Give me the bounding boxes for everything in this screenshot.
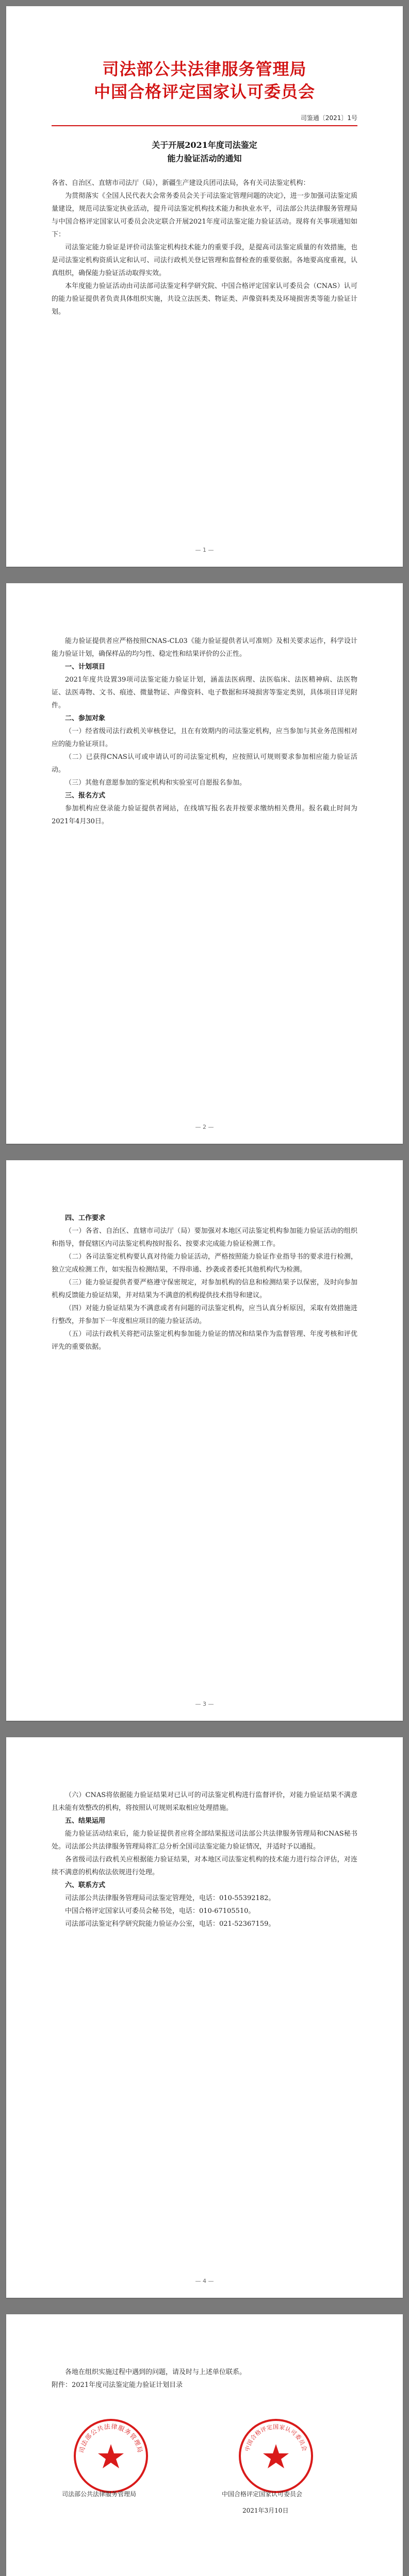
body-paragraph: 为贯彻落实《全国人民代表大会常务委员会关于司法鉴定管理问题的决定》，进一步加强司法鉴定质量建设，规范司法鉴定执业活动，提升司法鉴定机构技术能力和执业水平，司法部公共法律服务管理局与中国合格评定国家认可委员会决定联合开展2021年度司法鉴定能力验证活动。现将有关事项通知如下： [52,192,357,239]
body-paragraph: （二）各司法鉴定机构要认真对待能力验证活动，严格按照能力验证作业指导书的要求进行检测，独立完成检测工作，如实报告检测结果，不得串通、抄袭或者委托其他机构代为检测。 [52,1253,357,1274]
section-heading: 四、工作要求 [65,1214,106,1222]
section-heading: 一、计划项目 [65,663,106,671]
body-paragraph: （六）CNAS将依据能力验证结果对已认可的司法鉴定机构进行监督评价，对能力验证结果不满意且未能有效整改的机构，将按照认可规则采取相应处理措施。 [52,1791,357,1812]
page-5 [6,2314,403,2576]
body-paragraph: （一）经省级司法行政机关审核登记，且在有效期内的司法鉴定机构，应当参加与其业务范围相对应的能力验证项目。 [52,727,357,748]
title-line-1: 关于开展2021年度司法鉴定 [152,140,257,150]
document-header [52,58,357,103]
header-line-2: 中国合格评定国家认可委员会 [93,82,315,101]
body-paragraph: 各省、自治区、直辖市司法厅（局），新疆生产建设兵团司法局，各有关司法鉴定机构： [52,179,310,187]
page-body [52,2366,357,2392]
page-number: — 4 — [195,2278,214,2284]
section-heading: 五、结果运用 [65,1817,106,1825]
left-official-seal [72,2417,150,2495]
body-paragraph: （二）已获得CNAS认可或申请认可的司法鉴定机构，应按照认可规则要求参加相应能力验证活动。 [52,753,357,774]
right-official-seal [237,2417,315,2495]
section-heading: 六、联系方式 [65,1882,106,1889]
body-paragraph: 司法鉴定能力验证是评价司法鉴定机构技术能力的重要手段，是提高司法鉴定质量的有效措施，也是司法鉴定机构资质认定和认可、司法行政机关登记管理和监督检查的重要依据。各地要高度重视，认真组织，确保能力验证活动取得实效。 [52,244,357,277]
body-paragraph: 2021年度共设置39项司法鉴定能力验证计划，涵盖法医病理、法医临床、法医精神病、法医物证、法医毒物、文书、痕迹、微量物证、声像资料、电子数据和环境损害等鉴定类别，具体项目详见附件。 [52,676,357,709]
body-paragraph: 参加机构应登录能力验证提供者网站，在线填写报名表并按要求缴纳相关费用。报名截止时间为2021年4月30日。 [52,805,357,825]
page-1 [6,6,403,567]
body-paragraph: 附件：2021年度司法鉴定能力验证计划目录 [52,2381,183,2389]
page-4 [6,1737,403,2298]
body-paragraph: （三）能力验证提供者要严格遵守保密规定，对参加机构的信息和检测结果予以保密，及时向参加机构反馈能力验证结果，并对结果为不满意的机构提供技术指导和建议。 [52,1279,357,1299]
left-seal-star-icon [98,2444,124,2468]
body-paragraph: （三）其他有意愿参加的鉴定机构和实验室可自愿报名参加。 [65,779,247,787]
page-number: — 2 — [195,1124,214,1130]
page-body [52,635,357,828]
body-paragraph: （一）各省、自治区、直辖市司法厅（局）要加强对本地区司法鉴定机构参加能力验证活动的组织和指导，督促辖区内司法鉴定机构按时报名、按要求完成能力验证检测工作。 [52,1227,357,1248]
signature-right-org: 中国合格评定国家认可委员会 [222,2490,303,2498]
body-paragraph: 能力验证提供者应严格按照CNAS-CL03《能力验证提供者认可准则》及相关要求运作，科学设计能力验证计划，确保样品的均匀性、稳定性和结果评价的公正性。 [52,637,357,658]
header-line-1: 司法部公共法律服务管理局 [102,59,307,79]
page-number: — 3 — [195,1701,214,1707]
body-paragraph: 本年度能力验证活动由司法部司法鉴定科学研究院、中国合格评定国家认可委员会（CNAS）认可的能力验证提供者负责具体组织实施，共设立法医类、物证类、声像资料类及环境损害类等能力验证计划。 [52,282,357,316]
signature-left-org: 司法部公共法律服务管理局 [62,2490,137,2498]
body-paragraph: （五）司法行政机关将把司法鉴定机构参加能力验证的情况和结果作为监督管理、年度考核和评优评先的重要依据。 [52,1330,357,1351]
page-body [52,1212,357,1353]
right-seal-text: 中国合格评定国家认可委员会 [243,2424,308,2452]
title-line-2: 能力验证活动的通知 [167,154,242,163]
body-paragraph: 司法部公共法律服务管理局司法鉴定管理处，电话：010-55392182。 [65,1894,275,1902]
page-3 [6,1160,403,1721]
section-heading: 三、报名方式 [65,792,106,800]
right-seal-star-icon [263,2444,289,2468]
body-paragraph: 各地在组织实施过程中遇到的问题，请及时与上述单位联系。 [65,2368,247,2376]
section-heading: 二、参加对象 [65,715,106,722]
body-paragraph: 能力验证活动结束后，能力验证提供者应将全部结果报送司法部公共法律服务管理局和CNAS秘书处。司法部公共法律服务管理局将汇总分析全国司法鉴定能力验证情况，并适时予以通报。 [52,1830,357,1851]
left-seal-text: 司法部公共法律服务管理局 [78,2422,144,2454]
document-title [52,139,357,165]
page-body [52,177,357,318]
page-number: — 1 — [195,547,214,553]
signature-date: 2021年3月10日 [242,2507,289,2514]
body-paragraph: 各省级司法行政机关应根据能力验证结果，对本地区司法鉴定机构的技术能力进行综合评估，对连续不满意的机构依法依规进行处理。 [52,1856,357,1876]
page-2 [6,583,403,1144]
document-number: 司鉴通〔2021〕1号 [300,114,357,122]
body-paragraph: 司法部司法鉴定科学研究院能力验证办公室，电话：021-52367159。 [65,1920,275,1928]
page-body [52,1789,357,1930]
header-red-rule [52,125,357,126]
body-paragraph: 中国合格评定国家认可委员会秘书处，电话：010-67105510。 [65,1907,255,1915]
signature-block [52,2412,357,2520]
body-paragraph: （四）对能力验证结果为不满意或者有问题的司法鉴定机构，应当认真分析原因，采取有效措施进行整改，并参加下一年度相应项目的能力验证活动。 [52,1304,357,1325]
